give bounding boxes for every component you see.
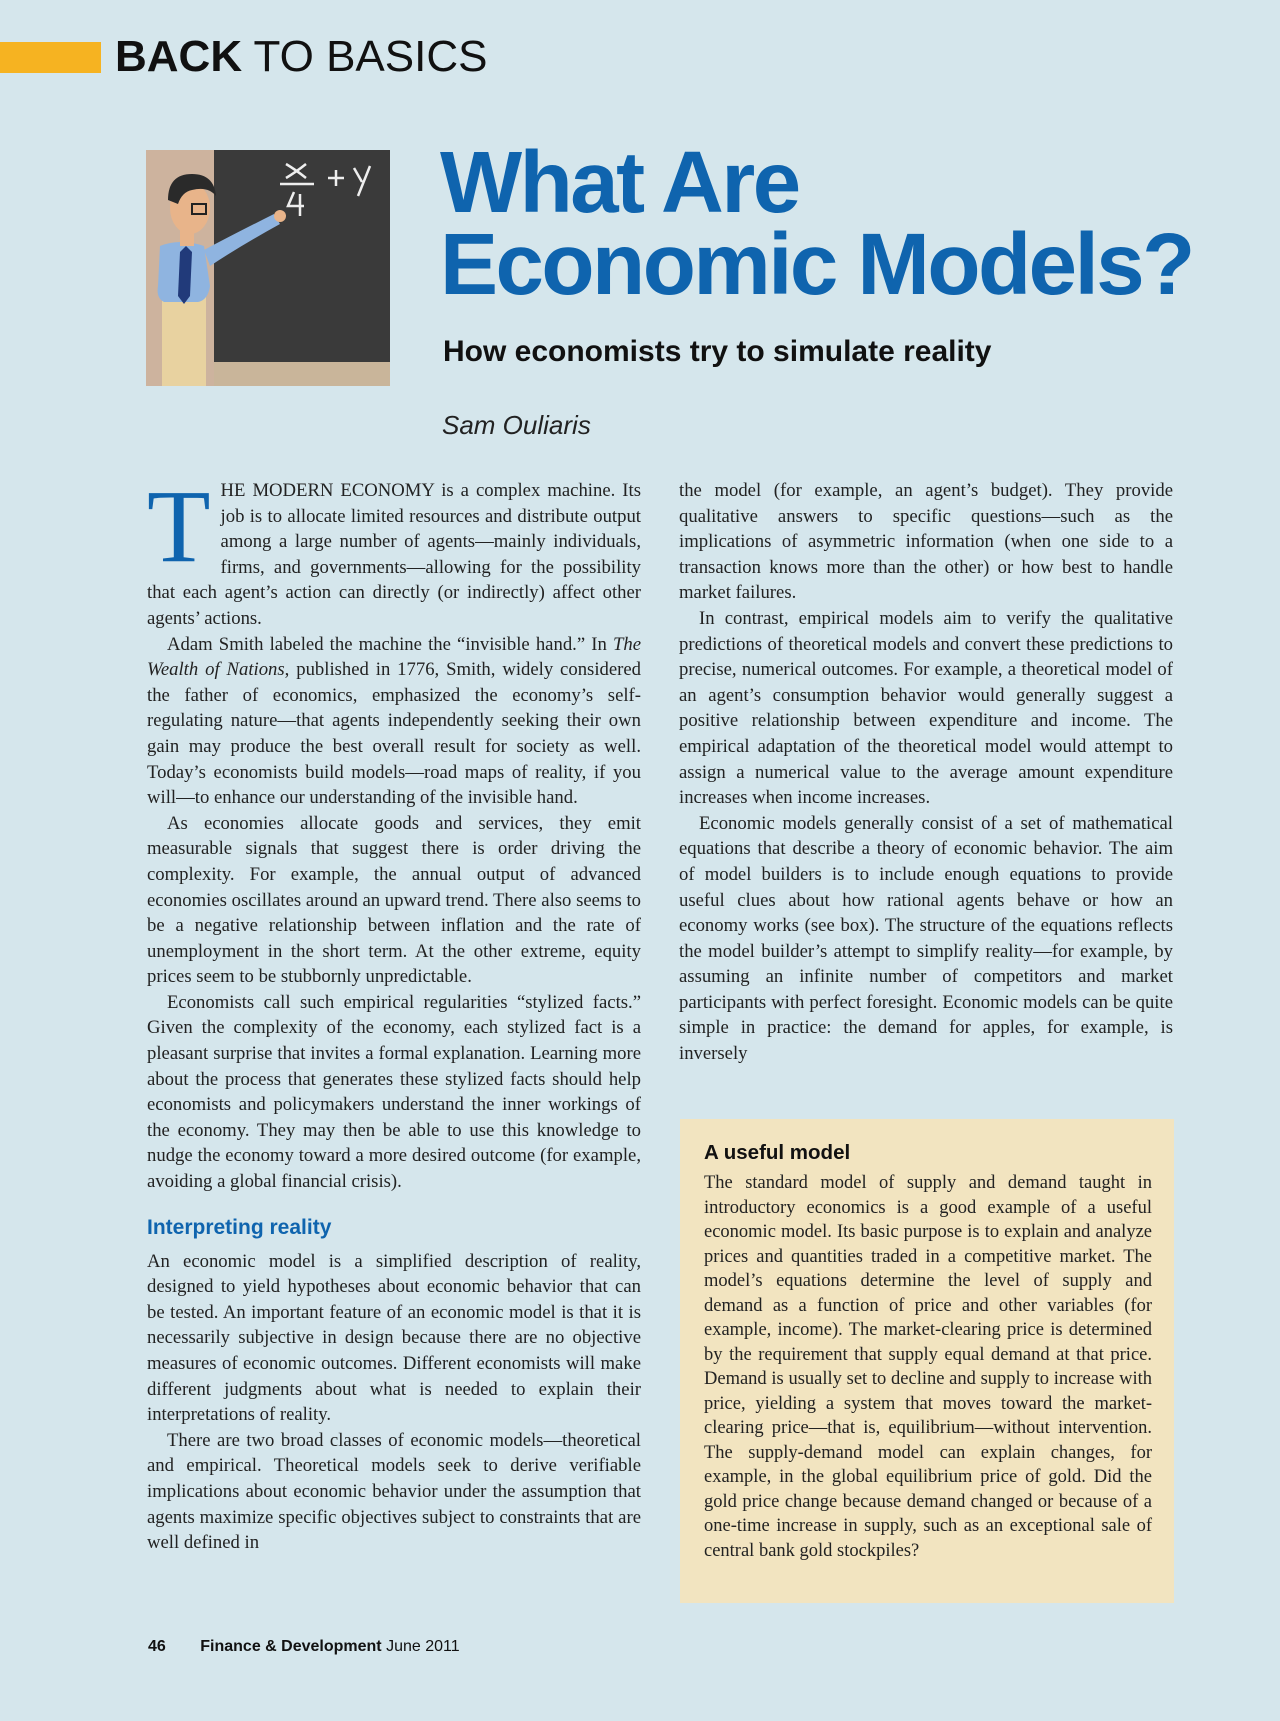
- article-subtitle: How economists try to simulate reality: [443, 335, 992, 368]
- series-heading-bold: BACK: [115, 32, 243, 81]
- body-paragraph-text: , published in 1776, Smith, widely considered the father of economics, emphasized the economy’s self-regulating nature—that agents independently seeking their own gain may produce the best overall result for society as well. Today’s economists build models—road maps of reality, if you will—to enhance our understanding of the invisible hand.: [147, 659, 642, 809]
- article-author: Sam Ouliaris: [442, 410, 591, 440]
- sidebar-box-title: A useful model: [704, 1141, 851, 1164]
- sidebar-box: [680, 1119, 1174, 1603]
- body-paragraph: As economies allocate goods and services, they emit measurable signals that suggest there is order driving the complexity. For example, the annual output of advanced economies oscillates around an upward trend. There also seems to be a negative relationship between inflation and the rate of unemployment in the short term. At the other extreme, equity prices seem to be stubbornly unpredictable.: [147, 812, 641, 988]
- sidebar-box-text: The standard model of supply and demand taught in introductory economics is a good example of a useful economic model. Its basic purpose is to explain and analyze prices and quantities traded in a competitive market. The model’s equations determine the level of supply and demand as a function of price and other variables (for example, income). The market-clearing price is determined by the requirement that supply equal demand at that price. Demand is usually set to decline and supply to increase with price, yielding a system that moves toward the market-clearing price—that is, equilibrium—without intervention. The supply-demand model can explain changes, for example, in the global equilibrium price of gold. Did the gold price change because demand changed or because of a one-time increase in supply, such as an exceptional sale of central bank gold stockpiles?: [704, 1173, 1152, 1561]
- drop-cap: T: [147, 469, 211, 584]
- body-paragraph: [147, 632, 641, 811]
- series-heading-rest: TO BASICS: [253, 32, 488, 81]
- magazine-name: Finance & Development: [200, 1638, 382, 1655]
- body-paragraph: In contrast, empirical models aim to verify the qualitative predictions of theoretical models and convert these predictions to precise, numerical outcomes. For example, a theoretical model of an agent’s consumption behavior would generally suggest a positive relationship between expenditure and income. The empirical adaptation of the theoretical model would attempt to assign a numerical value to the average amount expenditure increases when income increases.: [679, 607, 1173, 809]
- body-column-right: [679, 478, 1173, 1067]
- issue-date: June 2011: [386, 1638, 460, 1655]
- article-title: [440, 134, 1193, 313]
- page-number: 46: [148, 1638, 166, 1655]
- series-heading: [115, 30, 487, 84]
- page-footer: [148, 1636, 460, 1658]
- body-paragraph: [147, 469, 641, 632]
- article-title-line2: Economic Models?: [440, 216, 1193, 313]
- body-paragraph-text: HE MODERN ECONOMY is a complex machine. Its job is to allocate limited resources and distribute output among a large number of agents—mainly individuals, firms, and governments—allowing for the possibility that each agent’s action can directly (or indirectly) affect other agents’ actions.: [147, 480, 641, 629]
- body-column-left: [147, 469, 642, 1556]
- section-heading: Interpreting reality: [147, 1215, 332, 1239]
- body-paragraph: An economic model is a simplified description of reality, designed to yield hypotheses about economic behavior that can be tested. An important feature of an economic model is that it is necessarily subjective in design because there are no objective measures of economic outcomes. Different economists will make different judgments about what is needed to explain their interpretations of reality.: [147, 1250, 641, 1426]
- body-paragraph: Economic models generally consist of a set of mathematical equations that describe a theory of economic behavior. The aim of model builders is to include enough equations to provide useful clues about how rational agents behave or how an economy works (see box). The structure of the equations reflects the model builder’s attempt to simplify reality—for example, by assuming an infinite number of competitors and market participants with perfect foresight. Economic models can be quite simple in practice: the demand for apples, for example, is inversely: [679, 812, 1173, 1065]
- illustration-svg: [146, 150, 390, 386]
- body-paragraph: There are two broad classes of economic models—theoretical and empirical. Theoretical models seek to derive verifiable implications about economic behavior under the assumption that agents maximize specific objectives subject to constraints that are well defined in: [147, 1429, 641, 1554]
- body-paragraph-text: Adam Smith labeled the machine the “invisible hand.” In: [167, 633, 613, 655]
- header-accent-bar: [0, 42, 101, 73]
- body-paragraph: Economists call such empirical regularities “stylized facts.” Given the complexity of the economy, each stylized fact is a pleasant surprise that invites a formal explanation. Learning more about the process that generates these stylized facts should help economists and policymakers understand the inner workings of the economy. They may then be able to use this knowledge to nudge the economy toward a more desired outcome (for example, avoiding a global financial crisis).: [147, 991, 641, 1193]
- body-paragraph: the model (for example, an agent’s budget). They provide qualitative answers to specific questions—such as the implications of asymmetric information (when one side to a transaction knows more than the other) or how best to handle market failures.: [679, 480, 1173, 604]
- article-title-line1: What Are: [440, 134, 799, 231]
- book-title: The Wealth of Nations: [147, 633, 641, 681]
- teacher-chalkboard-illustration: [146, 150, 390, 386]
